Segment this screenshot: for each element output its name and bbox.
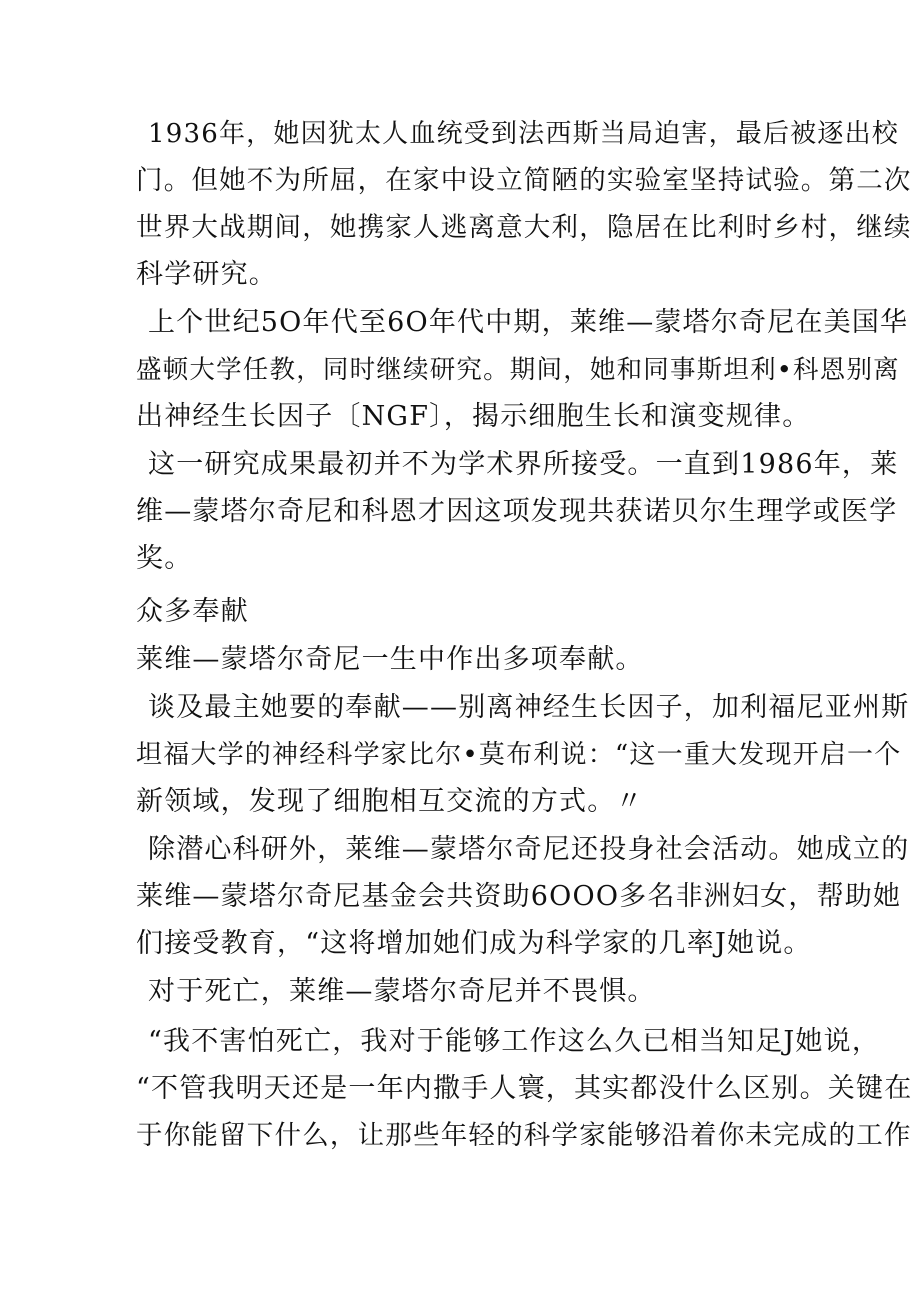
text-line: 科学研究。	[136, 259, 277, 290]
text-line: “我不害怕死亡，我对于能够工作这么久已相当知足J她说，	[148, 1026, 881, 1057]
text-line: 对于死亡，莱维—蒙塔尔奇尼并不畏惧。	[148, 976, 656, 1007]
text-line: 上个世纪5O年代至6O年代中期，莱维—蒙塔尔奇尼在美国华	[148, 307, 909, 338]
text-line: 维—蒙塔尔奇尼和科恩才因这项发现共获诺贝尔生理学或医学	[136, 496, 898, 527]
text-line: “不管我明天还是一年内撒手人寰，其实都没什么区别。关键在	[136, 1073, 913, 1104]
text-line: 莱维—蒙塔尔奇尼一生中作出多项奉献。	[136, 644, 644, 675]
text-line: 们接受教育，“这将增加她们成为科学家的几率J她说。	[136, 928, 812, 959]
text-line: 于你能留下什么，让那些年轻的科学家能够沿着你未完成的工作	[136, 1120, 912, 1151]
text-line: 世界大战期间，她携家人逃离意大利，隐居在比利时乡村，继续	[136, 212, 912, 243]
text-line: 坦福大学的神经科学家比尔•莫布利说：“这一重大发现开启一个	[136, 740, 902, 770]
text-line: 新领域，发现了细胞相互交流的方式。〃	[136, 786, 644, 817]
text-line: 这一研究成果最初并不为学术界所接受。一直到1986年，莱	[148, 449, 899, 480]
text-line: 除潜心科研外，莱维—蒙塔尔奇尼还投身社会活动。她成立的	[148, 834, 910, 865]
text-line: 莱维—蒙塔尔奇尼基金会共资助6OOO多名非洲妇女，帮助她	[136, 881, 902, 912]
text-line: 1936年，她因犹太人血统受到法西斯当局迫害，最后被逐出校	[148, 119, 899, 149]
text-line: 谈及最主她要的奉献——别离神经生长因子，加利福尼亚州斯	[148, 692, 910, 723]
text-line: 盛顿大学任教，同时继续研究。期间，她和同事斯坦利•科恩别离	[136, 355, 900, 385]
text-line: 门。但她不为所屈，在家中设立简陋的实验室坚持试验。第二次	[136, 165, 912, 196]
section-heading: 众多奉献	[136, 596, 249, 627]
text-line: 奖。	[136, 543, 193, 574]
text-line: 出神经生长因子〔NGF〕，揭示细胞生长和演变规律。	[136, 401, 811, 432]
